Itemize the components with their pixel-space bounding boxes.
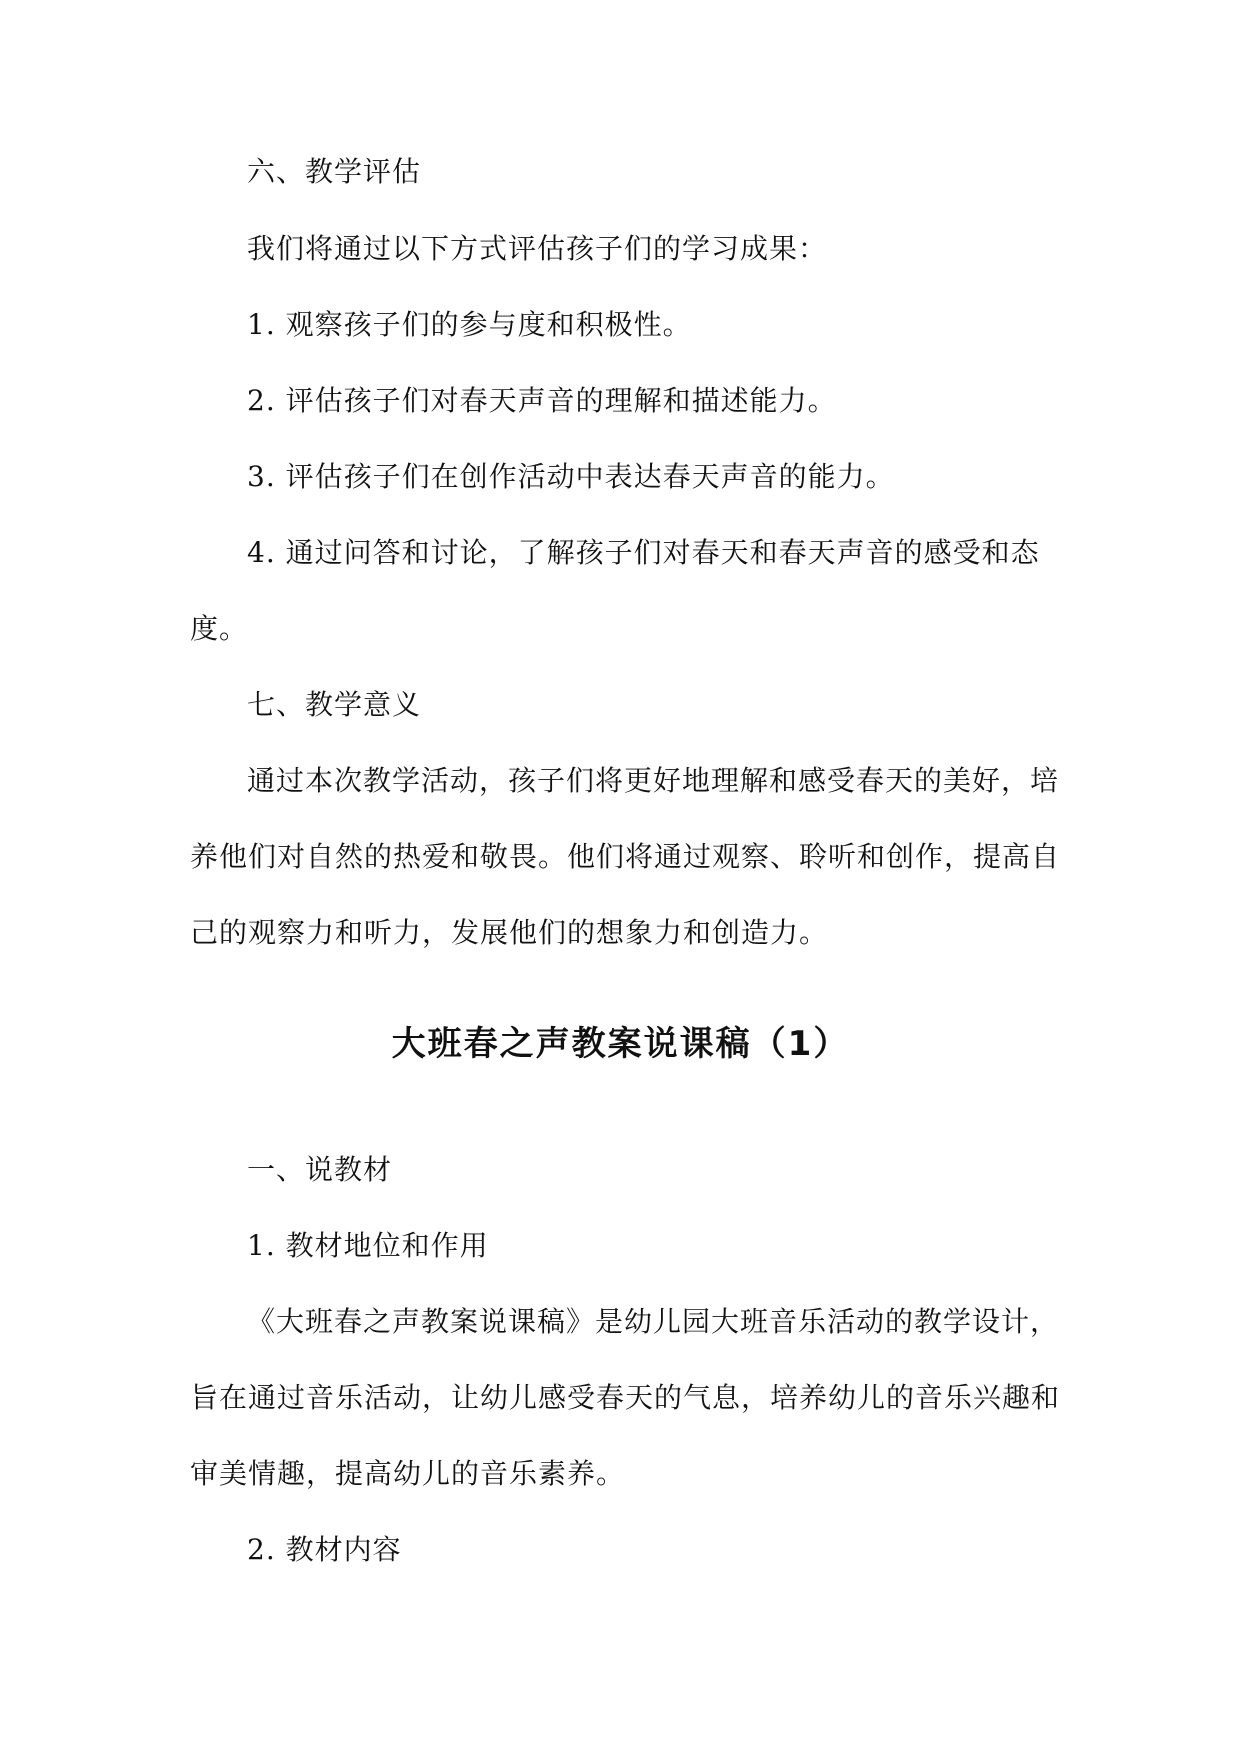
evaluation-item-1: 1. 观察孩子们的参与度和积极性。 [247,308,692,341]
evaluation-item-4: 4. 通过问答和讨论，了解孩子们对春天和春天声音的感受和态 [247,536,1040,569]
evaluation-item-2: 2. 评估孩子们对春天声音的理解和描述能力。 [247,384,837,417]
significance-paragraph-line-2: 养他们对自然的热爱和敬畏。他们将通过观察、聆听和创作，提高自 [190,840,1061,873]
evaluation-item-4-continued: 度。 [190,612,249,645]
section-heading-evaluation: 六、教学评估 [247,155,422,188]
section-heading-significance: 七、教学意义 [247,688,422,721]
evaluation-item-3: 3. 评估孩子们在创作活动中表达春天声音的能力。 [247,460,895,493]
material-paragraph-line-3: 审美情趣，提高幼儿的音乐素养。 [190,1457,626,1490]
material-paragraph-line-2: 旨在通过音乐活动，让幼儿感受春天的气息，培养幼儿的音乐兴趣和 [190,1381,1061,1414]
significance-paragraph-line-3: 己的观察力和听力，发展他们的想象力和创造力。 [190,916,829,949]
part-heading-teaching-material: 一、说教材 [247,1153,393,1186]
evaluation-intro: 我们将通过以下方式评估孩子们的学习成果： [247,232,828,265]
subheading-material-content: 2. 教材内容 [247,1533,402,1566]
document-title: 大班春之声教案说课稿（1） [391,1024,850,1064]
subheading-material-position: 1. 教材地位和作用 [247,1229,489,1262]
significance-paragraph-line-1: 通过本次教学活动，孩子们将更好地理解和感受春天的美好，培 [247,764,1060,797]
material-paragraph-line-1: 《大班春之声教案说课稿》是幼儿园大班音乐活动的教学设计， [247,1305,1060,1338]
